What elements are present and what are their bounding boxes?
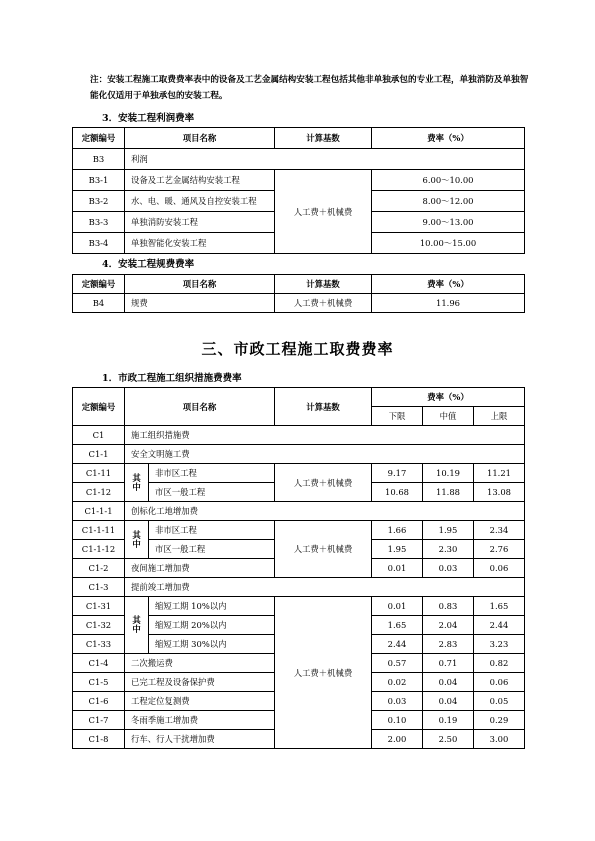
row-low: 0.03: [372, 692, 423, 711]
calc-base: 人工费＋机械费: [275, 170, 372, 254]
row-code: C1-11: [73, 464, 125, 483]
row-code: B3-3: [73, 212, 125, 233]
table-row: [73, 426, 525, 445]
table-header-row: [73, 388, 525, 407]
row-code: B3-4: [73, 233, 125, 254]
row-name: 冬雨季施工增加费: [125, 711, 275, 730]
header-name: 项目名称: [125, 128, 275, 149]
row-low: 1.65: [372, 616, 423, 635]
row-high: 3.00: [474, 730, 525, 749]
table-row: [73, 294, 525, 313]
row-mid: 0.71: [423, 654, 474, 673]
table-row: [73, 170, 525, 191]
row-name: 单独消防安装工程: [125, 212, 275, 233]
row-name: 创标化工地增加费: [125, 502, 525, 521]
header-base: 计算基数: [275, 128, 372, 149]
header-mid: 中值: [423, 407, 474, 426]
row-high: 2.44: [474, 616, 525, 635]
calc-base: 人工费＋机械费: [275, 597, 372, 749]
header-low: 下限: [372, 407, 423, 426]
row-code: C1-8: [73, 730, 125, 749]
table-row: [73, 445, 525, 464]
municipal-measures-table: [72, 387, 525, 749]
header-rate: 费率（%）: [372, 128, 525, 149]
row-name: 非市区工程: [149, 521, 275, 540]
row-low: 2.00: [372, 730, 423, 749]
table-row: [73, 578, 525, 597]
row-code: B4: [73, 294, 125, 313]
row-low: 0.10: [372, 711, 423, 730]
row-name: 缩短工期 10%以内: [149, 597, 275, 616]
section-title-municipal-measures: 1．市政工程施工组织措施费费率: [102, 373, 242, 384]
row-low: 0.57: [372, 654, 423, 673]
row-rate: 9.00～13.00: [372, 212, 525, 233]
row-high: 3.23: [474, 635, 525, 654]
row-rate: 6.00～10.00: [372, 170, 525, 191]
row-low: 0.01: [372, 559, 423, 578]
row-low: 0.01: [372, 597, 423, 616]
row-high: 2.76: [474, 540, 525, 559]
qizhong-label: [125, 521, 149, 559]
row-mid: 2.83: [423, 635, 474, 654]
header-code: 定额编号: [73, 275, 125, 294]
row-name: 安全文明施工费: [125, 445, 525, 464]
section-title-install-fees: 4．安装工程规费费率: [102, 259, 195, 270]
row-name: 利润: [125, 149, 525, 170]
row-low: 1.66: [372, 521, 423, 540]
table-header-row: [73, 128, 525, 149]
row-code: C1-3: [73, 578, 125, 597]
row-code: B3: [73, 149, 125, 170]
row-mid: 0.04: [423, 692, 474, 711]
row-low: 10.68: [372, 483, 423, 502]
row-name: 缩短工期 30%以内: [149, 635, 275, 654]
row-code: C1: [73, 426, 125, 445]
row-name: 市区一般工程: [149, 540, 275, 559]
row-high: 2.34: [474, 521, 525, 540]
row-code: C1-31: [73, 597, 125, 616]
row-name: 夜间施工增加费: [125, 559, 275, 578]
row-high: 11.21: [474, 464, 525, 483]
row-code: C1-1-11: [73, 521, 125, 540]
row-code: C1-33: [73, 635, 125, 654]
header-code: 定额编号: [73, 388, 125, 426]
row-name: 单独智能化安装工程: [125, 233, 275, 254]
row-name: 规费: [125, 294, 275, 313]
row-code: C1-32: [73, 616, 125, 635]
table-row: [73, 521, 525, 540]
header-name: 项目名称: [125, 275, 275, 294]
table-row: [73, 597, 525, 616]
header-rate: 费率（%）: [372, 388, 525, 407]
header-base: 计算基数: [275, 388, 372, 426]
row-name: 二次搬运费: [125, 654, 275, 673]
row-name: 水、电、暖、通风及自控安装工程: [125, 191, 275, 212]
header-base: 计算基数: [275, 275, 372, 294]
calc-base: 人工费＋机械费: [275, 464, 372, 502]
row-mid: 0.19: [423, 711, 474, 730]
row-rate: 8.00～12.00: [372, 191, 525, 212]
row-code: C1-1-12: [73, 540, 125, 559]
row-code: C1-12: [73, 483, 125, 502]
row-mid: 0.83: [423, 597, 474, 616]
row-code: C1-7: [73, 711, 125, 730]
row-high: 0.05: [474, 692, 525, 711]
table-row: [73, 464, 525, 483]
section-title-install-profit: 3．安装工程利润费率: [102, 113, 195, 124]
header-code: 定额编号: [73, 128, 125, 149]
row-mid: 0.04: [423, 673, 474, 692]
calc-base: 人工费＋机械费: [275, 521, 372, 578]
row-high: 13.08: [474, 483, 525, 502]
row-mid: 10.19: [423, 464, 474, 483]
row-high: 0.29: [474, 711, 525, 730]
qizhong-text: 其中: [132, 615, 141, 634]
row-high: 1.65: [474, 597, 525, 616]
row-low: 2.44: [372, 635, 423, 654]
row-name: 非市区工程: [149, 464, 275, 483]
row-name: 提前竣工增加费: [125, 578, 525, 597]
qizhong-label: [125, 597, 149, 654]
row-code: C1-2: [73, 559, 125, 578]
install-profit-table: [72, 127, 525, 254]
row-mid: 11.88: [423, 483, 474, 502]
row-low: 9.17: [372, 464, 423, 483]
row-name: 施工组织措施费: [125, 426, 525, 445]
row-name: 行车、行人干扰增加费: [125, 730, 275, 749]
row-high: 0.82: [474, 654, 525, 673]
row-name: 设备及工艺金属结构安装工程: [125, 170, 275, 191]
calc-base: 人工费＋机械费: [275, 294, 372, 313]
row-code: B3-1: [73, 170, 125, 191]
row-mid: 2.30: [423, 540, 474, 559]
row-mid: 1.95: [423, 521, 474, 540]
table-row: [73, 149, 525, 170]
row-mid: 0.03: [423, 559, 474, 578]
row-code: C1-1-1: [73, 502, 125, 521]
row-low: 0.02: [372, 673, 423, 692]
qizhong-text: 其中: [132, 529, 141, 549]
row-code: C1-4: [73, 654, 125, 673]
row-name: 市区一般工程: [149, 483, 275, 502]
row-mid: 2.50: [423, 730, 474, 749]
qizhong-label: [125, 464, 149, 502]
install-fees-table: [72, 274, 525, 313]
qizhong-text: 其中: [132, 472, 141, 492]
row-mid: 2.04: [423, 616, 474, 635]
row-name: 工程定位复测费: [125, 692, 275, 711]
header-name: 项目名称: [125, 388, 275, 426]
row-low: 1.95: [372, 540, 423, 559]
row-code: C1-6: [73, 692, 125, 711]
table-row: [73, 502, 525, 521]
row-code: C1-5: [73, 673, 125, 692]
row-rate: 10.00～15.00: [372, 233, 525, 254]
row-rate: 11.96: [372, 294, 525, 313]
part-title: 三、市政工程施工取费费率: [201, 340, 394, 358]
header-high: 上限: [474, 407, 525, 426]
row-high: 0.06: [474, 559, 525, 578]
row-name: 缩短工期 20%以内: [149, 616, 275, 635]
row-name: 已完工程及设备保护费: [125, 673, 275, 692]
row-code: C1-1: [73, 445, 125, 464]
footnote: 注：安装工程施工取费费率表中的设备及工艺金属结构安装工程包括其他非单独承包的专业工程，单独消防及单独智能化仅适用于单独承包的安装工程。: [90, 75, 529, 101]
row-high: 0.06: [474, 673, 525, 692]
table-header-row: [73, 275, 525, 294]
header-rate: 费率（%）: [372, 275, 525, 294]
row-code: B3-2: [73, 191, 125, 212]
